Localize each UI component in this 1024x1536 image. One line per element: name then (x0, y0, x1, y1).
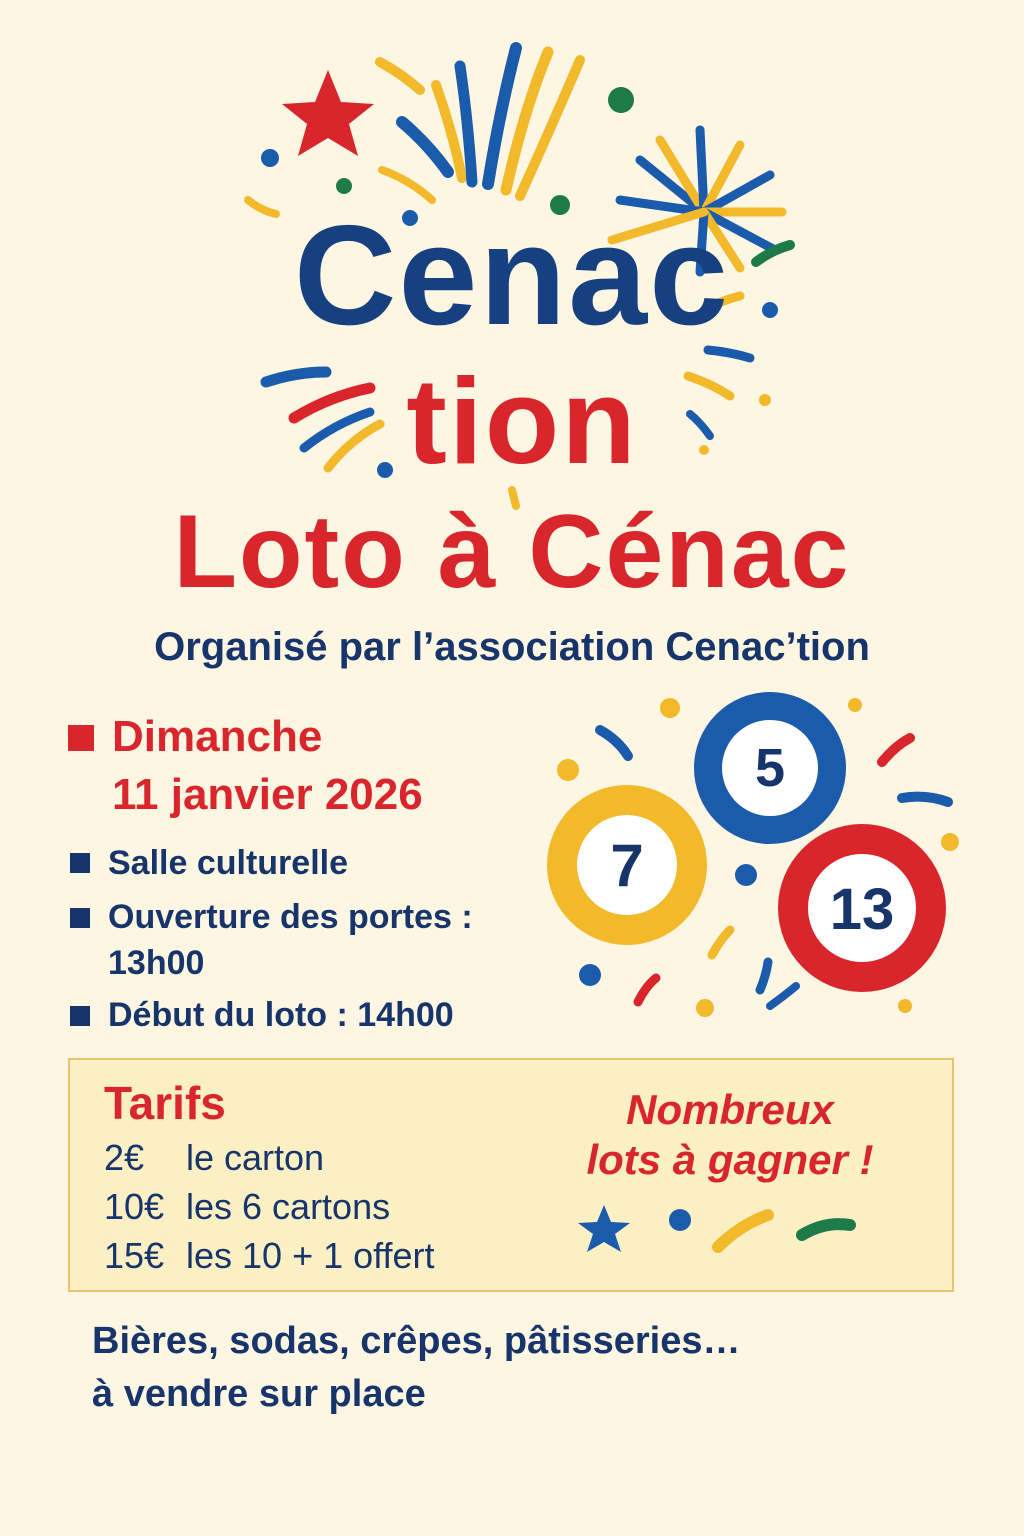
price-description: les 6 cartons (186, 1186, 391, 1227)
price-value: 2€ (104, 1137, 145, 1178)
ball-number: 7 (610, 832, 644, 899)
dot-decoration (336, 178, 352, 194)
prizes-decoration (570, 1195, 870, 1265)
ball-7 (547, 785, 707, 945)
dot-decoration (261, 149, 279, 167)
info-venue: Salle culturelle (108, 844, 348, 882)
price-value: 10€ (104, 1186, 165, 1227)
info-start: Début du loto : 14h00 (108, 996, 454, 1034)
bullet-icon (70, 1006, 90, 1026)
confetti-drop (882, 738, 910, 762)
logo-line-cenac: Cenac (293, 196, 731, 355)
date-day: Dimanche (112, 712, 323, 761)
info-doors-time: 13h00 (108, 944, 205, 982)
ball-number: 13 (829, 877, 895, 942)
ball-number: 5 (754, 738, 786, 798)
bullet-icon (70, 853, 90, 873)
refreshments-line2: à vendre sur place (92, 1373, 426, 1415)
dot-decoration (848, 698, 862, 712)
info-doors-label: Ouverture des portes : (108, 898, 473, 936)
confetti-drop (712, 930, 730, 955)
loto-balls-illustration (530, 690, 970, 1030)
prizes-line1: Nombreux (626, 1086, 834, 1133)
refreshments-line1: Bières, sodas, crêpes, pâtisseries… (92, 1320, 741, 1362)
logo-line-tion: tion (406, 353, 638, 489)
firework-ray (520, 60, 580, 196)
confetti-drop (802, 1224, 850, 1235)
prizes-callout (560, 1085, 900, 1186)
confetti-drop (760, 962, 768, 990)
date-full: 11 janvier 2026 (112, 770, 423, 819)
dot-decoration (608, 87, 634, 113)
price-description: les 10 + 1 offert (186, 1235, 435, 1276)
prizes-line2: lots à gagner ! (586, 1136, 874, 1184)
confetti-drop (600, 730, 628, 756)
ball-13 (778, 824, 946, 992)
star-icon (578, 1205, 630, 1252)
dot-decoration (696, 999, 714, 1017)
confetti-drop (638, 978, 656, 1002)
ball-5 (694, 692, 846, 844)
bullet-icon (70, 908, 90, 928)
confetti-drop (770, 986, 796, 1006)
dot-decoration (898, 999, 912, 1013)
dot-decoration (735, 864, 757, 886)
firework-ray (380, 62, 420, 90)
price-value: 15€ (104, 1235, 165, 1276)
page-subtitle: Organisé par l’association Cenac’tion (154, 625, 870, 669)
tarifs-title: Tarifs (104, 1077, 226, 1129)
dot-decoration (941, 833, 959, 851)
star-icon (282, 70, 374, 156)
confetti-drop (902, 797, 948, 802)
date-bullet-icon (68, 725, 94, 751)
dot-decoration (660, 698, 680, 718)
firework-ray (402, 122, 448, 172)
page-title: Loto à Cénac (173, 494, 851, 610)
confetti-drop (718, 1215, 768, 1247)
dot-decoration (579, 964, 601, 986)
price-description: le carton (186, 1137, 325, 1178)
dot-decoration (557, 759, 579, 781)
dot-decoration (669, 1209, 691, 1231)
